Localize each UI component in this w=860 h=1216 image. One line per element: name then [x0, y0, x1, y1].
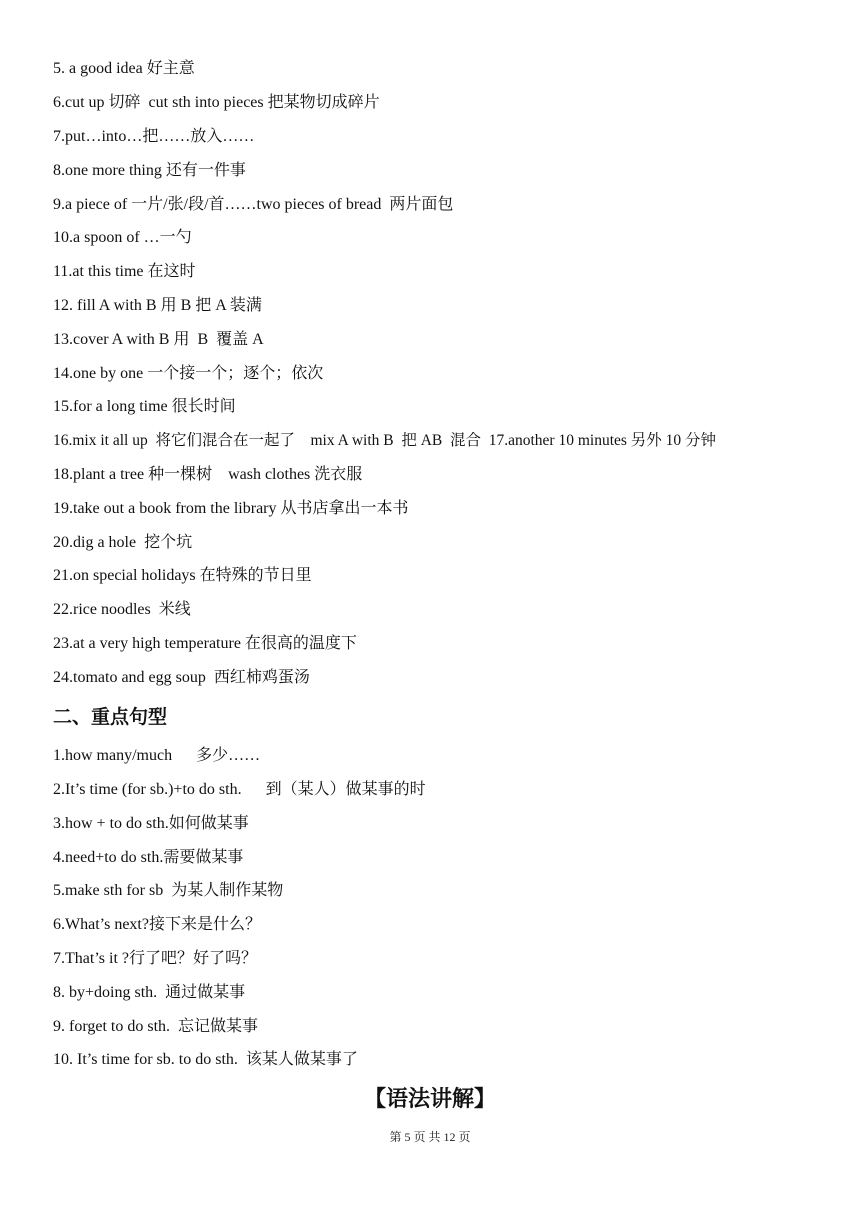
sentence-item: 10. It’s time for sb. to do sth. 该某人做某事了 — [53, 1051, 358, 1068]
sentence-item: 3.how + to do sth.如何做某事 — [53, 815, 249, 832]
phrase-item: 20.dig a hole 挖个坑 — [53, 534, 193, 551]
phrase-item: 23.at a very high temperature 在很高的温度下 — [53, 635, 357, 652]
sentence-item: 4.need+to do sth.需要做某事 — [53, 849, 244, 866]
phrase-item: 5. a good idea 好主意 — [53, 60, 195, 77]
phrase-item: 24.tomato and egg soup 西红柿鸡蛋汤 — [53, 669, 310, 686]
sentence-item: 8. by+doing sth. 通过做某事 — [53, 984, 246, 1001]
phrase-item: 10.a spoon of …一勺 — [53, 229, 192, 246]
phrase-item: 19.take out a book from the library 从书店拿出一本书 — [53, 500, 409, 517]
phrase-item: 11.at this time 在这时 — [53, 263, 196, 280]
phrase-item: 18.plant a tree 种一棵树 wash clothes 洗衣服 — [53, 466, 363, 483]
sentence-item: 6.What’s next?接下来是什么？ — [53, 916, 261, 933]
section-heading: 二、重点句型 — [53, 706, 168, 728]
phrase-item: 14.one by one 一个接一个；逐个；依次 — [53, 365, 324, 382]
phrase-item: 6.cut up 切碎 cut sth into pieces 把某物切成碎片 — [53, 94, 380, 111]
grammar-heading: 【语法讲解】 — [363, 1087, 496, 1112]
phrase-item: 7.put…into…把……放入…… — [53, 128, 255, 145]
phrase-item: 9.a piece of 一片/张/段/首……two pieces of bread 两片面包 — [53, 196, 454, 213]
phrase-item: 12. fill A with B 用 B 把 A 装满 — [53, 297, 262, 314]
sentence-item: 1.how many/much 多少…… — [53, 747, 261, 764]
phrase-item: 8.one more thing 还有一件事 — [53, 162, 246, 179]
phrase-item: 21.on special holidays 在特殊的节日里 — [53, 567, 312, 584]
phrase-item: 13.cover A with B 用 B 覆盖 A — [53, 331, 264, 348]
phrase-item: 22.rice noodles 米线 — [53, 601, 191, 618]
sentence-item: 9. forget to do sth. 忘记做某事 — [53, 1018, 259, 1035]
sentence-item: 7.That’s it ?行了吧？好了吗？ — [53, 950, 257, 967]
sentence-item: 5.make sth for sb 为某人制作某物 — [53, 882, 284, 899]
page-footer: 第 5 页 共 12 页 — [389, 1130, 471, 1144]
phrase-item: 15.for a long time 很长时间 — [53, 398, 236, 415]
phrase-item: 16.mix it all up 将它们混合在一起了 mix A with B 把 AB 混合 17.another 10 minutes 另外 10 分钟 — [53, 432, 717, 449]
sentence-item: 2.It’s time (for sb.)+to do sth. 到（某人）做某事的时 — [53, 781, 426, 798]
